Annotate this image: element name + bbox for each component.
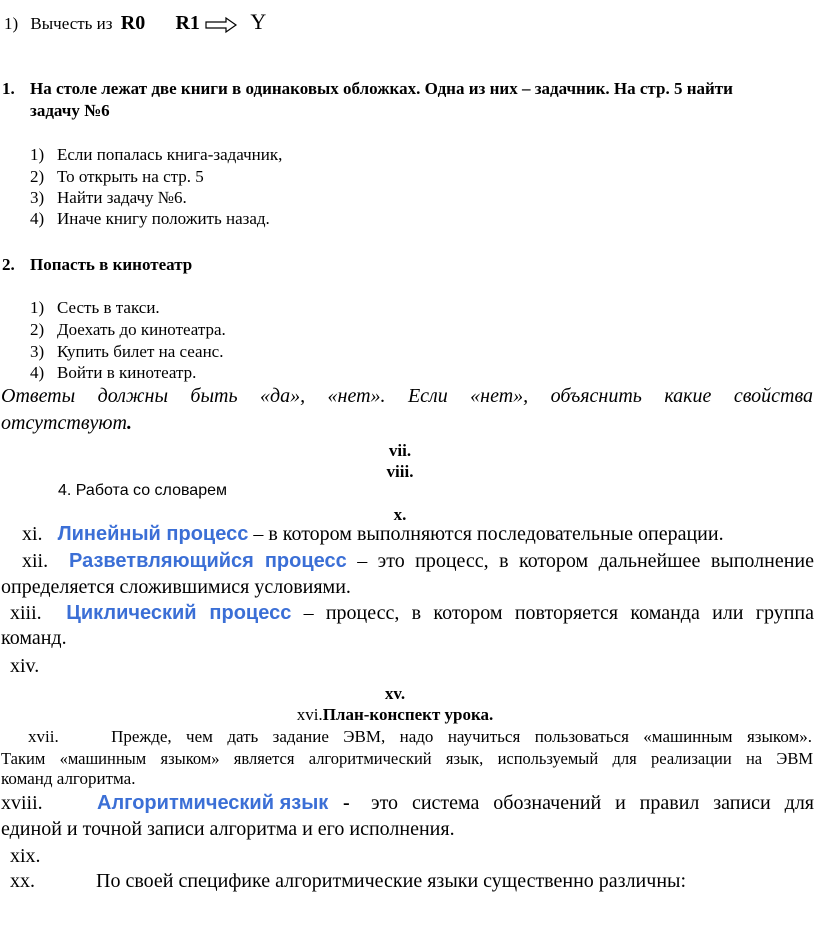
answers-line2-text: отсутствуют (1, 412, 127, 434)
item-text: То открыть на стр. 5 (57, 167, 204, 186)
dict-heading: 4. Работа со словарем (58, 482, 227, 499)
task2-item (30, 342, 224, 362)
plan-term: Алгоритмический язык (97, 792, 329, 814)
roman-xv: xv. (384, 684, 406, 703)
def-num: xii. (22, 550, 49, 572)
def-term: Линейный процесс (57, 523, 249, 545)
def-text: – процесс, в котором повторяется команда или группа (291, 602, 814, 624)
answers-line1: Ответы должны быть «да», «нет». Если «нет», объяснить какие свойства (1, 385, 813, 407)
plan-xvii-line3: команд алгоритма. (1, 769, 136, 788)
def-num: xi. (22, 523, 43, 545)
item-text: Если попалась книга-задачник, (57, 145, 283, 164)
item-num: 2) (30, 167, 45, 186)
def-text: – в котором выполняются последовательные операции. (248, 523, 724, 545)
def-xi (22, 523, 724, 546)
def-xiv: xiv. (10, 655, 40, 677)
plan-dash: - (343, 792, 350, 814)
task2-item (30, 363, 197, 383)
def-num: xiii. (10, 602, 42, 624)
plan-num: xvi. (296, 705, 323, 724)
answers-line2-dot: . (126, 412, 132, 434)
task2-item (30, 298, 160, 318)
def-xiii-line2: команд. (1, 627, 67, 649)
def-xii (22, 550, 814, 573)
plan-xvii-line2: Таким «машинным языком» является алгоритмический язык, используемый для реализации на ЭВМ (1, 749, 813, 768)
item-num: 3) (30, 188, 45, 207)
roman-vii: vii. (388, 441, 412, 460)
item-text: Найти задачу №6. (57, 188, 187, 207)
def-xiii (10, 602, 814, 625)
item-text: Иначе книгу положить назад. (57, 209, 270, 228)
plan-title-text: План-конспект урока. (322, 705, 494, 724)
plan-title (0, 705, 790, 725)
item-text: Сесть в такси. (57, 298, 160, 317)
roman-viii: viii. (386, 462, 414, 481)
task1-item (30, 209, 270, 229)
plan-text: это система обозначений и правил записи для (371, 792, 814, 814)
header-text: Вычесть из (30, 14, 113, 33)
task1-item (30, 145, 283, 165)
item-text: Войти в кинотеатр. (57, 363, 197, 382)
plan-xx (10, 870, 687, 893)
def-term: Разветвляющийся процесс (69, 550, 347, 572)
item-text: Доехать до кинотеатра. (57, 320, 226, 339)
item-num: 4) (30, 209, 45, 228)
item-num: 2) (30, 320, 45, 339)
task2-num: 2. (2, 255, 15, 274)
def-xii-line2: определяется сложившимися условиями. (1, 576, 351, 598)
task1-title-line1: На столе лежат две книги в одинаковых обложках. Одна из них – задачник. На стр. 5 найти (30, 79, 733, 98)
def-term: Циклический процесс (66, 602, 292, 624)
item-num: 1) (30, 298, 45, 317)
header-r1: R1 (175, 12, 200, 34)
task1-item (30, 167, 204, 187)
task2-title: Попасть в кинотеатр (30, 255, 193, 274)
item-num: 3) (30, 342, 45, 361)
plan-num: xviii. (1, 792, 43, 814)
item-num: 1) (30, 145, 45, 164)
plan-num: xx. (10, 870, 35, 892)
plan-text: По своей специфике алгоритмические языки существенно различны: (96, 870, 687, 892)
plan-text: Прежде, чем дать задание ЭВМ, надо научиться пользоваться «машинным языком». (111, 727, 812, 746)
header-line (4, 9, 266, 35)
task2-item (30, 320, 226, 340)
header-num: 1) (4, 14, 19, 33)
plan-xix: xix. (10, 845, 41, 867)
task1-title-line2: задачу №6 (30, 101, 110, 120)
header-r0: R0 (120, 12, 146, 34)
roman-x: x. (393, 505, 407, 524)
plan-xviii (1, 792, 814, 815)
item-text: Купить билет на сеанс. (57, 342, 224, 361)
plan-xviii-line2: единой и точной записи алгоритма и его исполнения. (1, 818, 455, 840)
arrow-right-icon (204, 16, 238, 34)
plan-num: xvii. (28, 727, 59, 746)
def-text: – это процесс, в котором дальнейшее выполнение (346, 550, 814, 572)
task1-item (30, 188, 187, 208)
plan-xvii-line1 (28, 727, 812, 747)
task1-num: 1. (2, 79, 15, 98)
item-num: 4) (30, 363, 45, 382)
answers-line2 (1, 412, 132, 435)
header-result: Y (250, 9, 267, 34)
